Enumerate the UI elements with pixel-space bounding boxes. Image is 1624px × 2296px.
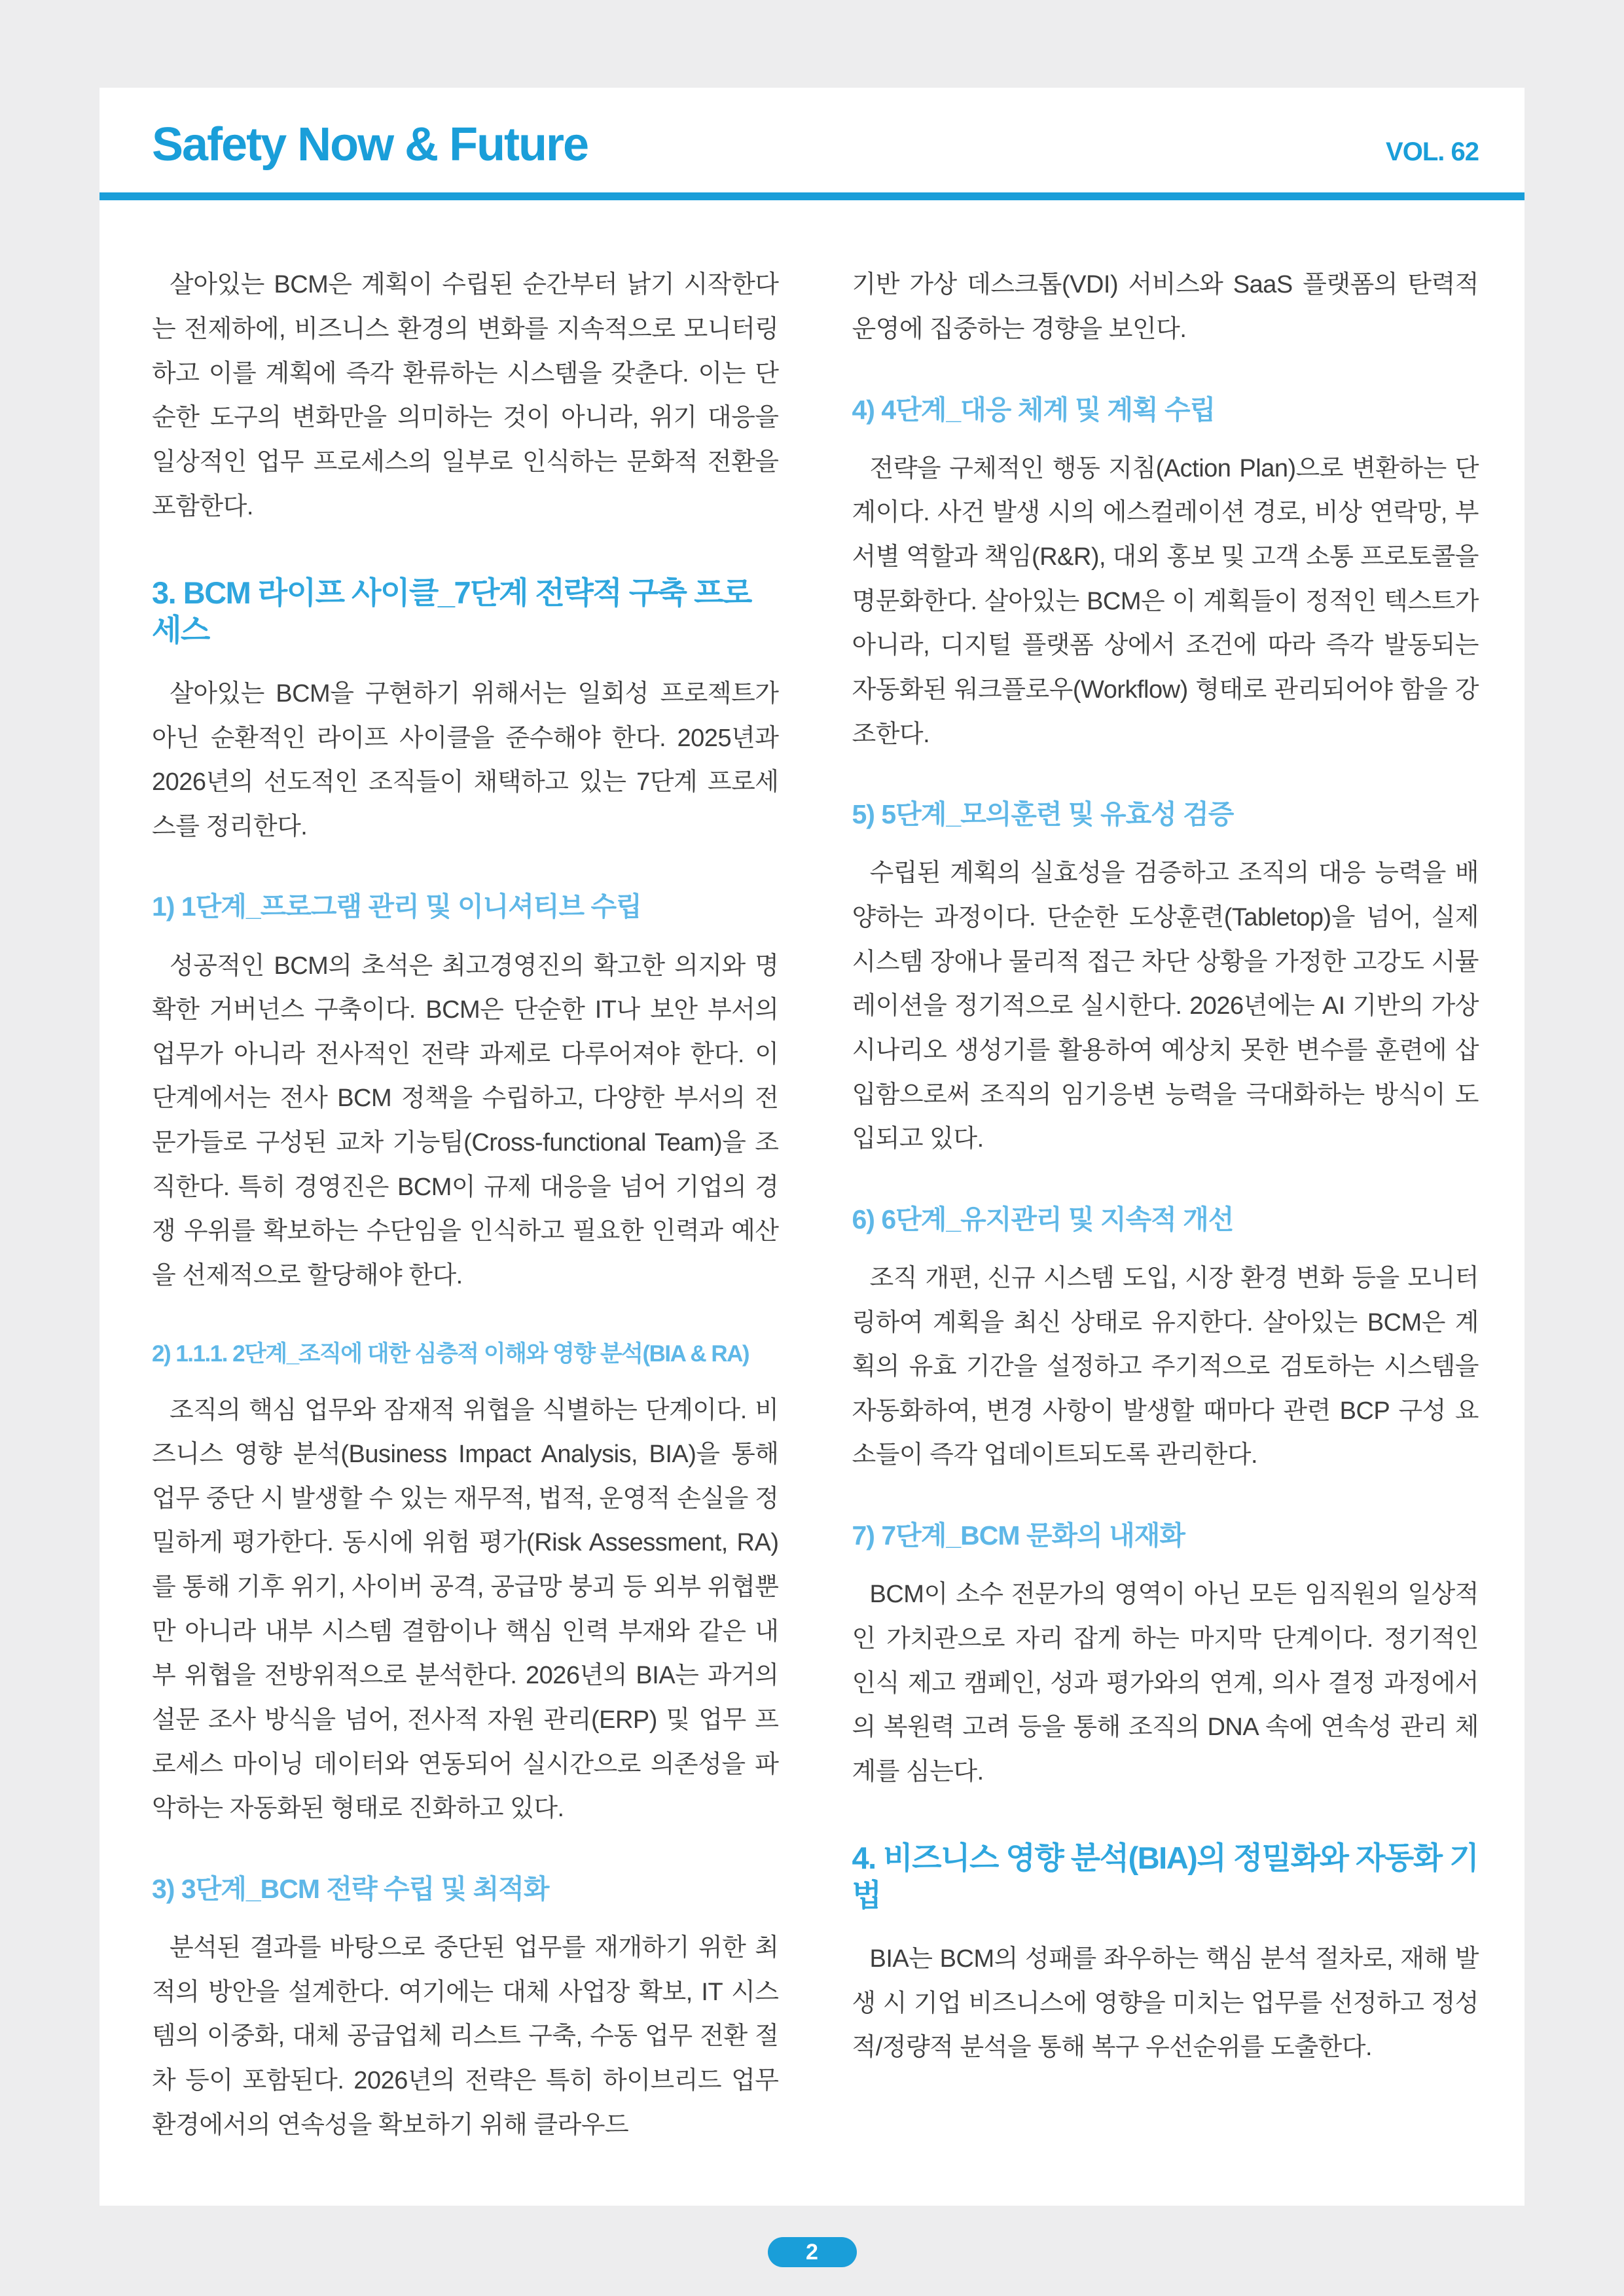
article-body xyxy=(152,263,1479,2147)
header-divider xyxy=(99,192,1525,200)
paragraph: 분석된 결과를 바탕으로 중단된 업무를 재개하기 위한 최적의 방안을 설계한다. 여기에는 대체 사업장 확보, IT 시스템의 이중화, 대체 공급업체 리스트 구축, 수동 업무 전환 절차 등이 포함된다. 2026년의 전략은 특히 하이브리드 업무 환경에서의 연속성을 확보하기 위해 클라우드 xyxy=(152,1934,779,2139)
sub-heading-step4: 4) 4단계_대응 체계 및 계획 수립 xyxy=(852,394,1216,425)
volume-label: VOL. 62 xyxy=(1386,137,1479,166)
paragraph: 성공적인 BCM의 초석은 최고경영진의 확고한 의지와 명확한 거버넌스 구축이다. BCM은 단순한 IT나 보안 부서의 업무가 아니라 전사적인 전략 과제로 다루어져야 한다. 이 단계에서는 전사 BCM 정책을 수립하고, 다양한 부서의 전문가들로 구성된 교차 기능팀(Cross-functional Team)을 조직한다. 특히 경영진은 BCM이 규제 대응을 넘어 기업의 경쟁 우위를 확보하는 수단임을 인식하고 필요한 인력과 예산을 선제적으로 할당해야 한다. xyxy=(152,952,779,1289)
sub-heading-step7: 7) 7단계_BCM 문화의 내재화 xyxy=(852,1520,1185,1551)
section-heading-bia: 4. 비즈니스 영향 분석(BIA)의 정밀화와 자동화 기법 xyxy=(852,1840,1479,1912)
paragraph: 조직의 핵심 업무와 잠재적 위협을 식별하는 단계이다. 비즈니스 영향 분석(Business Impact Analysis, BIA)을 통해 업무 중단 시 발생할 수 있는 재무적, 법적, 운영적 손실을 정밀하게 평가한다. 동시에 위험 평가(Risk Assessment, RA)를 통해 기후 위기, 사이버 공격, 공급망 붕괴 등 외부 위협뿐만 아니라 내부 시스템 결함이나 핵심 인력 부재와 같은 내부 위협을 전방위적으로 분석한다. 2026년의 BIA는 과거의 설문 조사 방식을 넘어, 전사적 자원 관리(ERP) 및 업무 프로세스 마이닝 데이터와 연동되어 실시간으로 의존성을 파악하는 자동화된 형태로 진화하고 있다. xyxy=(152,1396,779,1823)
right-column xyxy=(852,263,1479,2147)
sub-heading-step5: 5) 5단계_모의훈련 및 유효성 검증 xyxy=(852,799,1234,830)
paragraph: BIA는 BCM의 성패를 좌우하는 핵심 분석 절차로, 재해 발생 시 기업 비즈니스에 영향을 미치는 업무를 선정하고 정성적/정량적 분석을 통해 복구 우선순위를 도출한다. xyxy=(852,1945,1479,2062)
paragraph-continued: 기반 가상 데스크톱(VDI) 서비스와 SaaS 플랫폼의 탄력적 운영에 집중하는 경향을 보인다. xyxy=(852,271,1479,344)
page-number-badge xyxy=(768,2237,857,2267)
paragraph: 조직 개편, 신규 시스템 도입, 시장 환경 변화 등을 모니터링하여 계획을 최신 상태로 유지한다. 살아있는 BCM은 계획의 유효 기간을 설정하고 주기적으로 검토하는 시스템을 자동화하여, 변경 사항이 발생할 때마다 관련 BCP 구성 요소들이 즉각 업데이트되도록 관리한다. xyxy=(852,1264,1479,1469)
paragraph: BCM이 소수 전문가의 영역이 아닌 모든 임직원의 일상적인 가치관으로 자리 잡게 하는 마지막 단계이다. 정기적인 인식 제고 캠페인, 성과 평가와의 연계, 의사 결정 과정에서의 복원력 고려 등을 통해 조직의 DNA 속에 연속성 관리 체계를 심는다. xyxy=(852,1581,1479,1785)
paragraph: 살아있는 BCM을 구현하기 위해서는 일회성 프로젝트가 아닌 순환적인 라이프 사이클을 준수해야 한다. 2025년과 2026년의 선도적인 조직들이 채택하고 있는 7단계 프로세스를 정리한다. xyxy=(152,679,779,840)
left-column xyxy=(152,263,779,2147)
paragraph: 살아있는 BCM은 계획이 수립된 순간부터 낡기 시작한다는 전제하에, 비즈니스 환경의 변화를 지속적으로 모니터링하고 이를 계획에 즉각 환류하는 시스템을 갖춘다. 이는 단순한 도구의 변화만을 의미하는 것이 아니라, 위기 대응을 일상적인 업무 프로세스의 일부로 인식하는 문화적 전환을 포함한다. xyxy=(152,271,779,520)
sub-heading-step3: 3) 3단계_BCM 전략 수립 및 최적화 xyxy=(152,1873,549,1904)
masthead xyxy=(152,117,1479,173)
sub-heading-step6: 6) 6단계_유지관리 및 지속적 개선 xyxy=(852,1204,1234,1234)
sub-heading-step1: 1) 1단계_프로그램 관리 및 이니셔티브 수립 xyxy=(152,891,641,922)
sub-heading-step2: 2) 1.1.1. 2단계_조직에 대한 심층적 이해와 영향 분석(BIA & RA) xyxy=(152,1340,749,1367)
newsletter-page xyxy=(99,88,1525,2206)
paragraph: 수립된 계획의 실효성을 검증하고 조직의 대응 능력을 배양하는 과정이다. 단순한 도상훈련(Tabletop)을 넘어, 실제 시스템 장애나 물리적 접근 차단 상황을 가정한 고강도 시뮬레이션을 정기적으로 실시한다. 2026년에는 AI 기반의 가상 시나리오 생성기를 활용하여 예상치 못한 변수를 훈련에 삽입함으로써 조직의 임기응변 능력을 극대화하는 방식이 도입되고 있다. xyxy=(852,859,1479,1153)
section-heading-bcm-lifecycle: 3. BCM 라이프 사이클_7단계 전략적 구축 프로세스 xyxy=(152,575,751,647)
page-title: Safety Now & Future xyxy=(152,118,588,171)
page-number: 2 xyxy=(806,2239,818,2265)
paragraph: 전략을 구체적인 행동 지침(Action Plan)으로 변환하는 단계이다. 사건 발생 시의 에스컬레이션 경로, 비상 연락망, 부서별 역할과 책임(R&R), 대외 홍보 및 고객 소통 프로토콜을 명문화한다. 살아있는 BCM은 이 계획들이 정적인 텍스트가 아니라, 디지털 플랫폼 상에서 조건에 따라 즉각 발동되는 자동화된 워크플로우(Workflow) 형태로 관리되어야 함을 강조한다. xyxy=(852,454,1479,748)
